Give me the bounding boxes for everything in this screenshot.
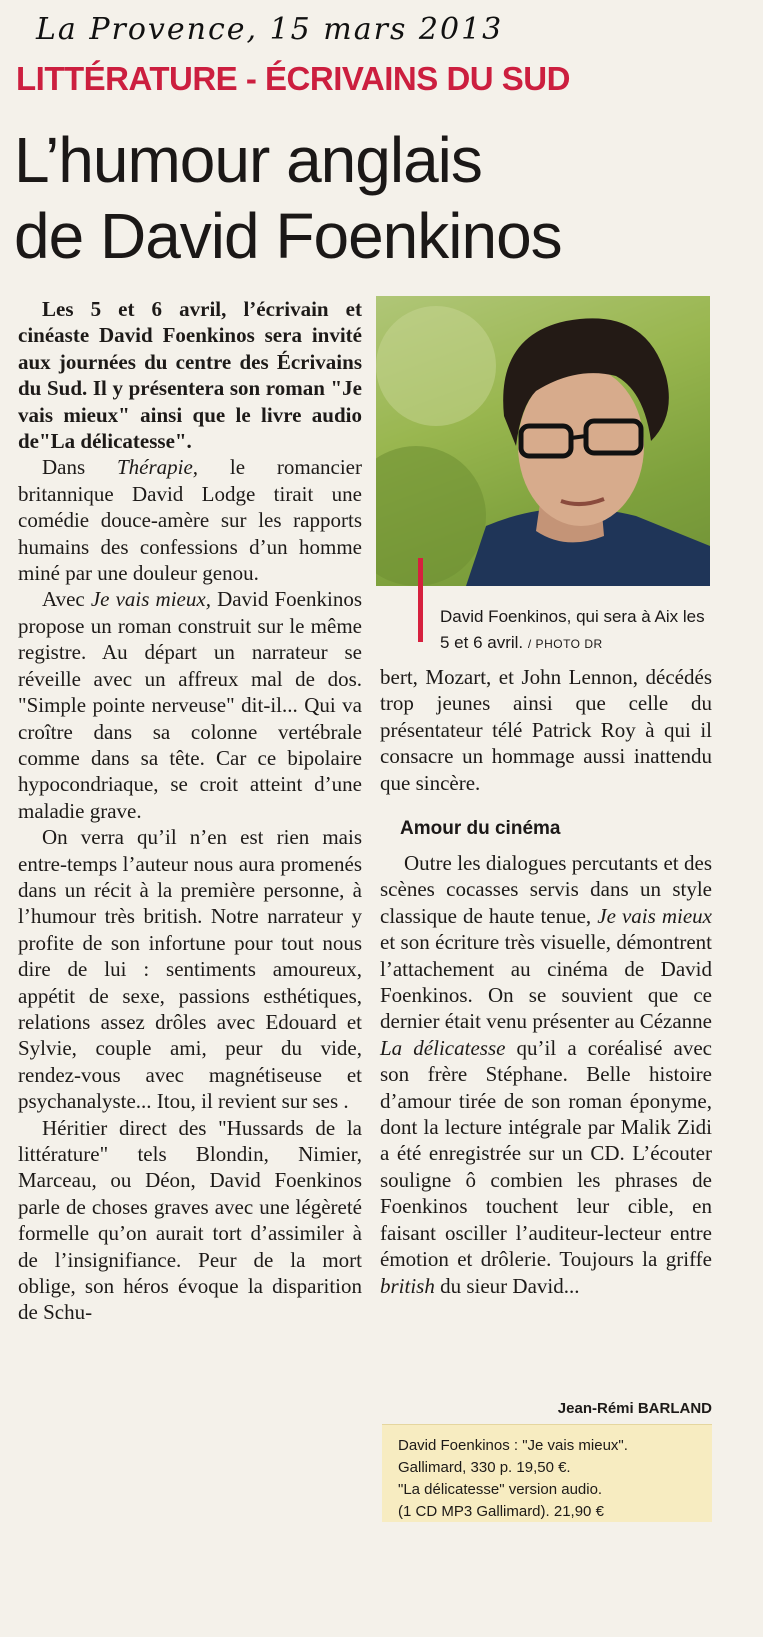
info-line: Gallimard, 330 p. 19,50 €. xyxy=(398,1459,571,1476)
paragraph-je-vais-mieux xyxy=(18,586,362,824)
paragraph-therapie xyxy=(18,454,362,586)
intro-paragraph: Les 5 et 6 avril, l’écrivain et cinéaste David Foenkinos sera invité aux journées du centre des Écrivains du Sud. Il y présentera son roman "Je vais mieux" ainsi que le livre audio de"La délicatesse". xyxy=(18,297,362,454)
paragraph-cinema xyxy=(380,850,712,1299)
book-info-box xyxy=(382,1424,712,1522)
text-run: Outre les dialogues percutants et des scènes cocasses servis dans un style classique de haute tenue, xyxy=(380,851,712,928)
paragraph-continuation: bert, Mozart, et John Lennon, décédés trop jeunes ainsi que celle du présentateur télé Patrick Roy à qui il consacre un hommage aussi inattendu que sincère. xyxy=(380,665,712,795)
caption-text: David Foenkinos, qui sera à Aix les 5 et 6 avril. xyxy=(440,607,705,652)
text-run: Dans xyxy=(42,455,117,480)
text-run: Avec xyxy=(42,587,91,612)
caption-accent-bar xyxy=(418,558,423,642)
photo-credit: / PHOTO DR xyxy=(527,637,603,651)
text-run: David Foenkinos propose un roman construit sur le même registre. Au départ un narrateur se réveille avec un affreux mal de dos. "Simple pointe nerveuse" dit-il... Qui va croître dans sa colonne vertébrale comme dans sa tête. Car ce bipolaire hypocondriaque, se croit atteint d’une maladie grave. xyxy=(18,587,362,823)
text-run: du sieur David... xyxy=(434,1273,580,1298)
author-byline: Jean-Rémi BARLAND xyxy=(557,1400,712,1417)
info-line: "La délicatesse" version audio. xyxy=(398,1481,603,1498)
handwritten-source-note: La Provence, 15 mars 2013 xyxy=(36,12,504,47)
headline-line-2: de David Foenkinos xyxy=(14,200,562,272)
book-title: Je vais mieux xyxy=(597,903,712,928)
book-title: Je vais mieux, xyxy=(90,587,211,612)
foliage-blur xyxy=(376,306,496,426)
info-line: David Foenkinos : "Je vais mieux". xyxy=(398,1437,628,1454)
author-portrait xyxy=(376,296,710,586)
text-run: et son écriture très visuelle, démontrent l’attachement au cinéma de David Foenkinos. On se souvient que ce dernier était venu présenter au Cézanne xyxy=(380,930,712,1034)
text-run: qu’il a coréalisé avec son frère Stéphane. Belle histoire d’amour tirée de son roman éponyme, dont la lecture intégrale par Malik Zidi a été enregistrée sur un CD. L’écouter souligne ô combien les phrases de Foenkinos touchent leur cible, en faisant osciller l’auditeur-lecteur entre émotion et drôlerie. Toujours la griffe xyxy=(380,1035,712,1272)
emphasis: british xyxy=(380,1273,435,1298)
paragraph-humour: On verra qu’il n’en est rien mais entre-temps l’auteur nous aura promenés dans un récit à la première personne, à l’humour très british. Notre narrateur y profite de son infortune pour tout nous dire de lui : sentiments amoureux, appétit de sexe, passions esthétiques, relations assez drôles avec Edouard et Sylvie, couple ami, peur du vide, rendez-vous avec magnétiseuse et psychanalyste... Itou, il revient sur ses . xyxy=(18,825,362,1114)
film-title: La délicatesse xyxy=(380,1035,506,1060)
section-subhead: Amour du cinéma xyxy=(400,818,561,839)
right-column xyxy=(380,850,712,1299)
book-title: Thérapie, xyxy=(116,455,199,480)
author-photo xyxy=(376,296,710,586)
left-column xyxy=(18,296,362,1326)
right-column-continuation xyxy=(380,664,712,796)
text-run: le romancier britannique David Lodge tirait une comédie douce-amère sur les rapports humains des confessions d’un homme miné par une douleur genou. xyxy=(18,455,362,586)
info-line: (1 CD MP3 Gallimard). 21,90 € xyxy=(398,1503,604,1520)
paragraph-hussards: Héritier direct des "Hussards de la littérature" tels Blondin, Nimier, Marceau, ou Déon, David Foenkinos parle de choses graves avec une légèreté formelle qu’on aurait tort d’assimiler à de l’insignifiance. Peur de la mort oblige, son héros évoque la disparition de Schu- xyxy=(18,1115,362,1325)
glasses-bridge xyxy=(571,436,586,438)
headline-line-1: L’humour anglais xyxy=(14,124,482,196)
article-headline xyxy=(14,122,562,274)
photo-caption xyxy=(440,604,710,657)
section-rubric: LITTÉRATURE - ÉCRIVAINS DU SUD xyxy=(16,60,570,97)
